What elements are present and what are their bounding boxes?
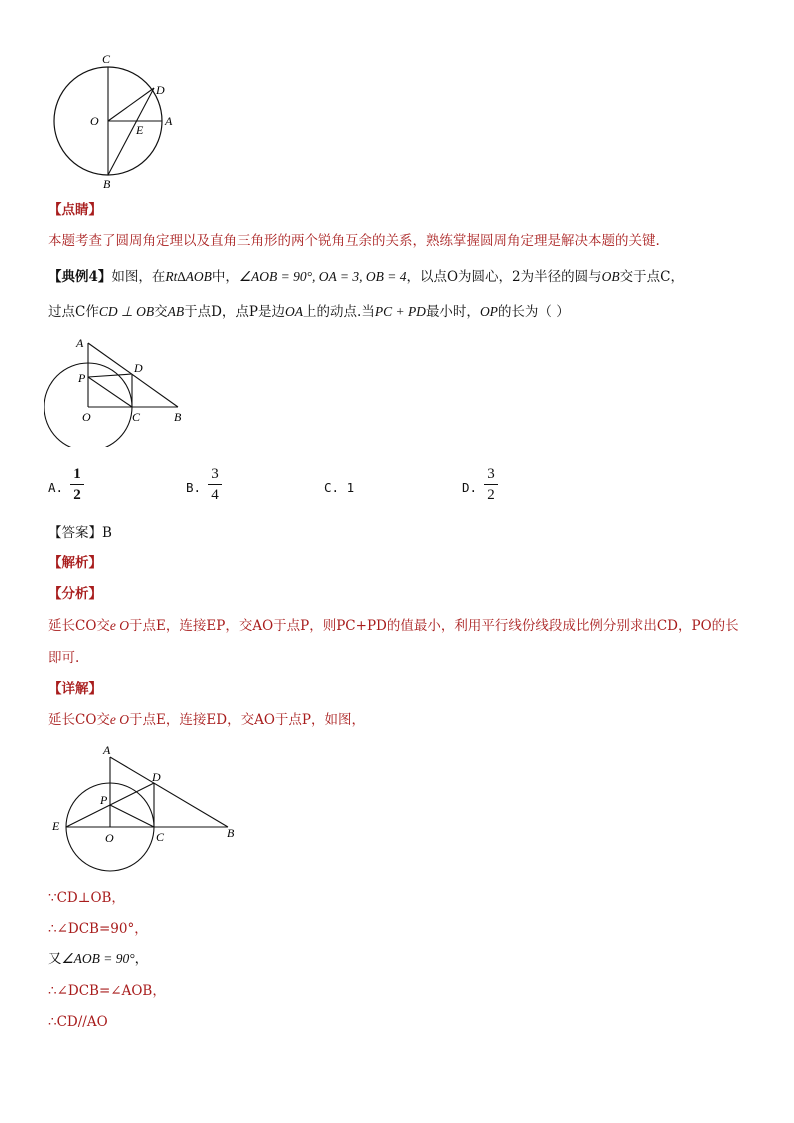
example4-line2: 过点C作CD ⊥ OB交AB于点D，点P是边OA上的动点.当PC + PD最小时，OP的长为（ ）	[48, 304, 570, 320]
label-d: D	[134, 361, 143, 375]
segment-od	[108, 88, 154, 121]
example4-tag: 【典例4】	[48, 269, 112, 285]
label-o: O	[90, 114, 99, 128]
option-d-label: D.	[462, 480, 478, 495]
heading-jiexi: 【解析】	[48, 555, 102, 571]
chord-bd	[108, 88, 154, 175]
figure-circle-cdoeab	[44, 48, 184, 193]
option-b-label: B.	[186, 480, 202, 495]
hypotenuse-ab	[88, 343, 178, 407]
label-e: E	[136, 123, 144, 137]
option-d-fraction: 3 2	[484, 465, 498, 504]
option-a-label: A.	[48, 480, 64, 495]
label-a: A	[165, 114, 173, 128]
label-b: B	[227, 826, 235, 840]
option-a-fraction: 1 2	[70, 465, 84, 504]
figure-triangle-circle	[44, 335, 194, 447]
label-d: D	[156, 83, 165, 97]
heading-xiangjie: 【详解】	[48, 681, 102, 697]
segment-pc	[110, 805, 154, 827]
step-2: ∴∠DCB=90°，	[48, 921, 148, 937]
heading-fenxi: 【分析】	[48, 586, 102, 602]
label-e: E	[52, 819, 60, 833]
label-a: A	[103, 743, 111, 757]
label-c: C	[132, 410, 141, 424]
dianjing-text: 本题考查了圆周角定理以及直角三角形的两个锐角互余的关系，熟练掌握圆周角定理是解决本题的关键.	[48, 233, 660, 249]
fenxi-line1: 延长CO交e O于点E，连接EP，交AO于点P，则PC+PD的值最小，利用平行线份线段成比例分别求出CD，PO的长	[48, 618, 739, 634]
segment-pc	[88, 377, 132, 407]
label-b: B	[103, 177, 111, 191]
label-a: A	[76, 336, 84, 350]
answer: 【答案】B	[48, 525, 112, 541]
fenxi-line2: 即可.	[48, 650, 80, 666]
step-4: ∴∠DCB=∠AOB，	[48, 983, 166, 999]
step-3: 又∠AOB = 90°，	[48, 951, 149, 967]
label-d: D	[152, 770, 161, 784]
label-o: O	[82, 410, 91, 424]
step-5: ∴CD//AO	[48, 1014, 108, 1030]
hypotenuse-ab	[110, 757, 228, 827]
option-c-label: C. 1	[324, 480, 355, 495]
example4-line1: 【典例4】如图，在Rt∆AOB中，∠AOB = 90°, OA = 3, OB = 4，以点O为圆心，2为半径的圆与OB交于点C，	[48, 269, 684, 285]
option-b-fraction: 3 4	[208, 465, 222, 504]
label-c: C	[102, 52, 111, 66]
segment-pd	[88, 374, 132, 377]
step-1: ∵CD⊥OB，	[48, 890, 125, 906]
label-o: O	[105, 831, 114, 845]
label-b: B	[174, 410, 182, 424]
heading-dianjing: 【点睛】	[48, 202, 102, 218]
xiangjie-line1: 延长CO交e O于点E，连接ED，交AO于点P，如图，	[48, 712, 365, 728]
label-c: C	[156, 830, 165, 844]
figure-extended	[48, 740, 248, 872]
label-p: P	[100, 793, 108, 807]
label-p: P	[78, 371, 86, 385]
